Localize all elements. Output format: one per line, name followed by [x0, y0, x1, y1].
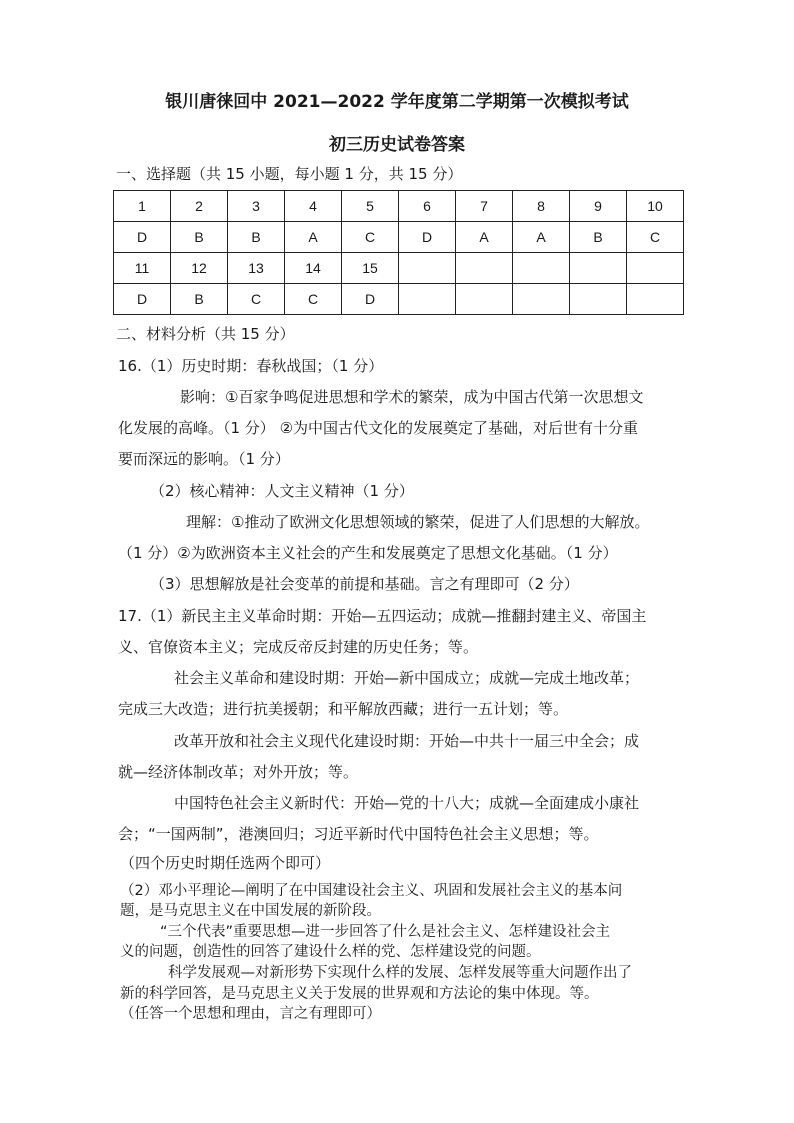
table-cell	[456, 253, 513, 284]
table-cell: B	[171, 284, 228, 315]
table-cell	[399, 284, 456, 315]
answer-line: （四个历史时期任选两个即可）	[120, 854, 331, 872]
answer-line: “三个代表”重要思想—进一步回答了什么是社会主义、怎样建设社会主	[160, 924, 611, 940]
table-row	[114, 191, 684, 222]
table-cell	[399, 253, 456, 284]
answer-line: （3）思想解放是社会变革的前提和基础。言之有理即可（2 分）	[150, 575, 579, 593]
answer-line: 理解：①推动了欧洲文化思想领域的繁荣，促进了人们思想的大解放。	[186, 513, 650, 531]
table-cell: 15	[342, 253, 399, 284]
table-cell: B	[171, 222, 228, 253]
answer-line: 题，是马克思主义在中国发展的新阶段。	[120, 903, 381, 919]
answer-line: （2）核心精神：人文主义精神（1 分）	[150, 482, 414, 500]
table-cell: 13	[228, 253, 285, 284]
answer-line: 化发展的高峰。（1 分） ②为中国古代文化的发展奠定了基础，对后世有十分重	[118, 419, 639, 437]
table-cell: 9	[570, 191, 627, 222]
table-row	[114, 222, 684, 253]
table-cell: B	[570, 222, 627, 253]
answer-line: 新的科学回答，是马克思主义关于发展的世界观和方法论的集中体现。等。	[120, 986, 599, 1002]
table-cell: B	[228, 222, 285, 253]
answer-line: 改革开放和社会主义现代化建设时期：开始—中共十一届三中全会；成	[174, 732, 640, 750]
section-heading-choice: 一、选择题（共 15 小题，每小题 1 分，共 15 分）	[116, 165, 463, 183]
page-title: 银川唐徕回中 2021—2022 学年度第二学期第一次模拟考试	[165, 92, 629, 112]
table-cell: A	[285, 222, 342, 253]
table-cell: 1	[114, 191, 171, 222]
answer-line: 科学发展观—对新形势下实现什么样的发展、怎样发展等重大问题作出了	[168, 965, 632, 981]
table-cell	[627, 253, 684, 284]
table-cell: C	[627, 222, 684, 253]
answer-line: （2）邓小平理论—阐明了在中国建设社会主义、巩固和发展社会主义的基本问	[120, 883, 623, 899]
table-cell: C	[285, 284, 342, 315]
table-cell: 2	[171, 191, 228, 222]
table-cell: 11	[114, 253, 171, 284]
table-row	[114, 253, 684, 284]
table-cell: A	[513, 222, 570, 253]
table-cell: A	[456, 222, 513, 253]
answer-line: 影响：①百家争鸣促进思想和学术的繁荣，成为中国古代第一次思想文	[180, 388, 644, 406]
table-cell: 3	[228, 191, 285, 222]
answer-line: 完成三大改造；进行抗美援朝；和平解放西藏；进行一五计划；等。	[118, 700, 569, 718]
table-cell	[570, 253, 627, 284]
table-cell	[513, 284, 570, 315]
answer-line: 中国特色社会主义新时代：开始—党的十八大；成就—全面建成小康社	[174, 794, 640, 812]
table-cell	[570, 284, 627, 315]
answer-table	[113, 190, 684, 315]
table-cell: D	[114, 284, 171, 315]
table-cell	[513, 253, 570, 284]
table-row	[114, 284, 684, 315]
table-cell: 10	[627, 191, 684, 222]
table-cell: D	[399, 222, 456, 253]
table-cell: 12	[171, 253, 228, 284]
answer-line: 义的问题，创造性的回答了建设什么样的党、怎样建设党的问题。	[120, 944, 541, 960]
answer-line: （任答一个思想和理由，言之有理即可）	[120, 1006, 381, 1022]
table-cell: D	[342, 284, 399, 315]
section-heading-material: 二、材料分析（共 15 分）	[116, 325, 295, 343]
answer-line: 17.（1）新民主主义革命时期：开始—五四运动；成就—推翻封建主义、帝国主	[118, 607, 647, 625]
answer-line: 会；“一国两制”，港澳回归；习近平新时代中国特色社会主义思想；等。	[118, 825, 599, 843]
table-cell: 6	[399, 191, 456, 222]
answer-line: 社会主义革命和建设时期：开始—新中国成立；成就—完成土地改革；	[174, 669, 640, 687]
table-cell: 5	[342, 191, 399, 222]
page-subtitle: 初三历史试卷答案	[329, 135, 465, 155]
answer-line: 义、官僚资本主义；完成反帝反封建的历史任务；等。	[118, 638, 479, 656]
table-cell: 8	[513, 191, 570, 222]
table-cell: 7	[456, 191, 513, 222]
table-cell: D	[114, 222, 171, 253]
answer-line: 16.（1）历史时期：春秋战国；（1 分）	[118, 357, 384, 375]
table-cell: 14	[285, 253, 342, 284]
table-cell: 4	[285, 191, 342, 222]
answer-line: （1 分）②为欧洲资本主义社会的产生和发展奠定了思想文化基础。（1 分）	[118, 544, 618, 562]
answer-line: 就—经济体制改革；对外开放；等。	[118, 763, 359, 781]
table-cell	[456, 284, 513, 315]
table-cell	[627, 284, 684, 315]
table-cell: C	[228, 284, 285, 315]
table-cell: C	[342, 222, 399, 253]
answer-line: 要而深远的影响。（1 分）	[118, 450, 290, 468]
